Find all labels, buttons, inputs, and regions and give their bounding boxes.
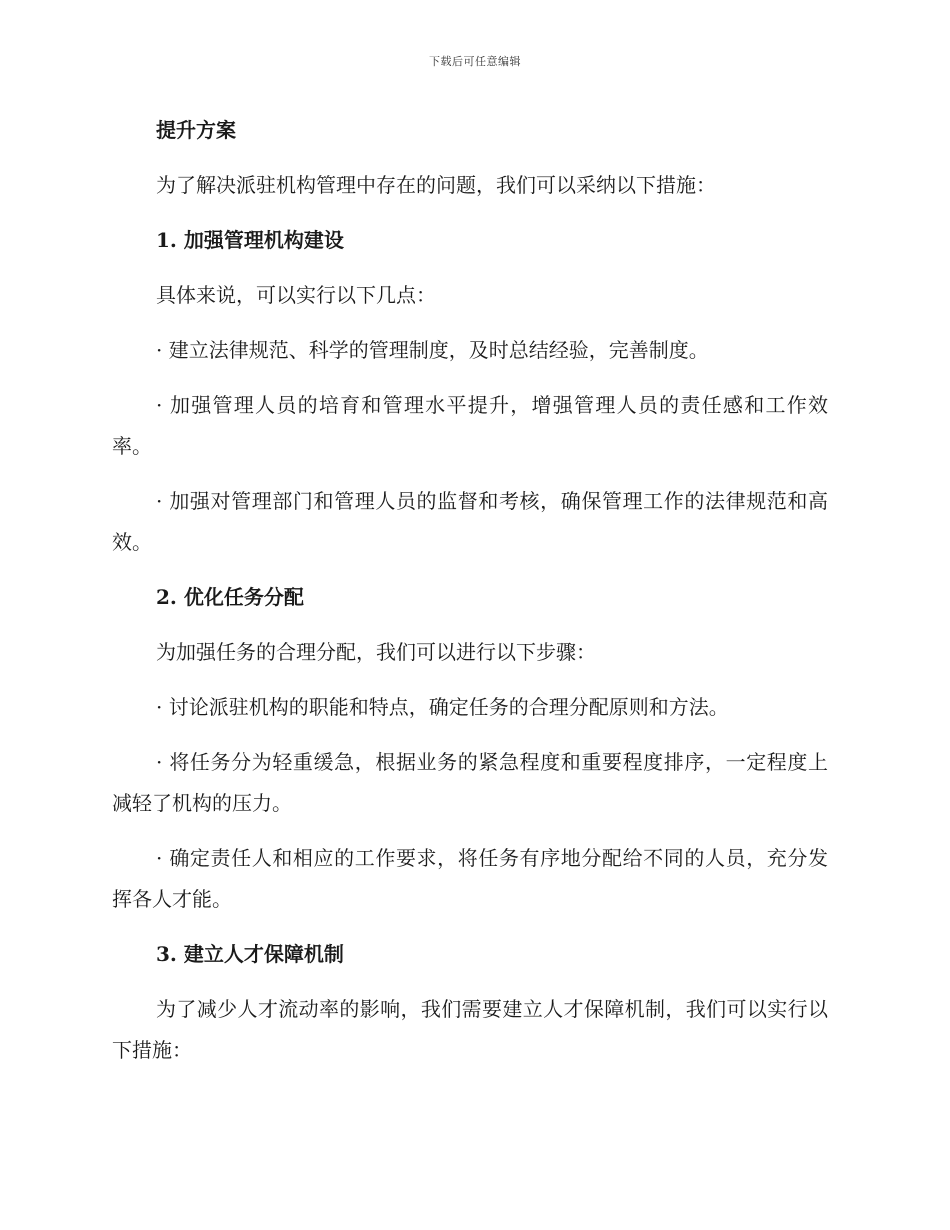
- paragraph-3-intro: 为了减少人才流动率的影响，我们需要建立人才保障机制，我们可以实行以下措施：: [112, 997, 828, 1062]
- bullet-1-2: · 加强管理人员的培育和管理水平提升，增强管理人员的责任感和工作效率。: [112, 393, 828, 458]
- bullet-1-1: · 建立法律规范、科学的管理制度，及时总结经验，完善制度。: [156, 338, 709, 362]
- paragraph-intro: 为了解决派驻机构管理中存在的问题，我们可以采纳以下措施：: [156, 173, 716, 197]
- paragraph-1-intro: 具体来说，可以实行以下几点：: [156, 283, 436, 307]
- bullet-1-3: · 加强对管理部门和管理人员的监督和考核，确保管理工作的法律规范和高效。: [112, 489, 828, 554]
- page-header: 下载后可任意编辑: [429, 55, 521, 68]
- bullet-2-2: · 将任务分为轻重缓急，根据业务的紧急程度和重要程度排序，一定程度上减轻了机构的压力。: [112, 750, 828, 815]
- paragraph-2-intro: 为加强任务的合理分配，我们可以进行以下步骤：: [156, 640, 596, 664]
- bullet-2-3: · 确定责任人和相应的工作要求，将任务有序地分配给不同的人员，充分发挥各人才能。: [112, 846, 828, 911]
- section-heading-2: 2. 优化任务分配: [156, 585, 304, 609]
- section-heading-3: 3. 建立人才保障机制: [156, 942, 344, 966]
- section-heading-plan: 提升方案: [156, 118, 236, 142]
- bullet-2-1: · 讨论派驻机构的职能和特点，确定任务的合理分配原则和方法。: [156, 695, 729, 719]
- section-heading-1: 1. 加强管理机构建设: [156, 228, 344, 252]
- document-body: [112, 110, 828, 1085]
